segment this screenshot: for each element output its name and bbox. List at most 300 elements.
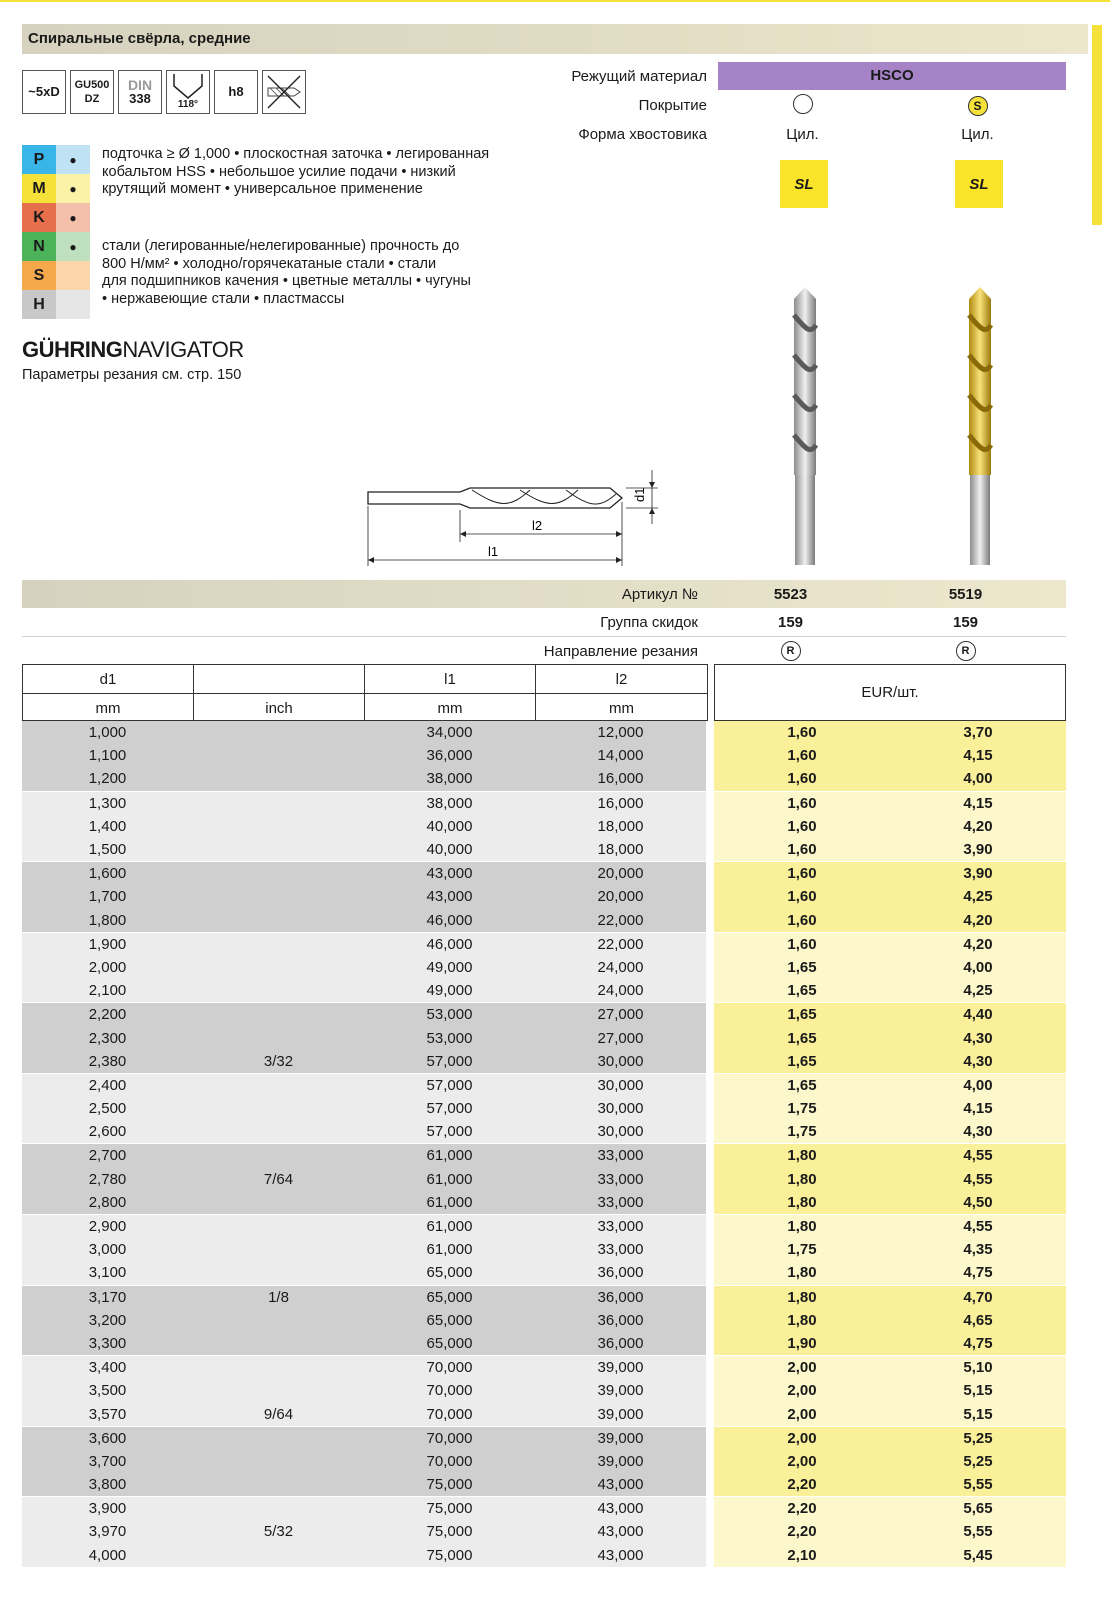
price-5523: 1,80	[714, 1215, 890, 1238]
cell-d1: 3,600	[88, 1429, 127, 1447]
cell-l1: 75,000	[426, 1523, 473, 1541]
column-gap	[706, 1026, 714, 1049]
cell-l2: 43,000	[597, 1523, 644, 1541]
column-gap	[706, 862, 714, 885]
price-5519: 5,15	[890, 1402, 1066, 1425]
table-row[interactable]	[22, 1332, 1066, 1355]
column-gap	[706, 815, 714, 838]
d1-label: d1	[632, 487, 647, 502]
cell-l2: 39,000	[597, 1429, 644, 1447]
l2-label: l2	[532, 518, 543, 533]
cell-l1: 70,000	[426, 1382, 473, 1400]
price-5523: 1,65	[714, 1074, 890, 1097]
price-5523: 2,20	[714, 1497, 890, 1520]
col-inch-top	[194, 665, 365, 693]
right-hand-cut-icon: R	[781, 641, 801, 661]
cell-l2: 30,000	[597, 1076, 644, 1094]
price-5523: 1,60	[714, 721, 890, 744]
material-row-s	[22, 261, 90, 290]
cell-l2: 12,000	[597, 724, 644, 742]
uncoated-drill-image	[790, 285, 820, 570]
column-gap	[706, 1402, 714, 1425]
table-row[interactable]	[22, 1026, 1066, 1049]
price-5519: 4,75	[890, 1261, 1066, 1284]
cell-d1: 3,400	[88, 1359, 127, 1377]
cell-l2: 39,000	[597, 1382, 644, 1400]
col-inch-unit: inch	[194, 694, 365, 722]
price-5519: 4,50	[890, 1191, 1066, 1214]
page-title: Спиральные свёрла, средние	[22, 24, 1088, 54]
table-row[interactable]	[22, 1168, 1066, 1191]
price-5523: 1,60	[714, 933, 890, 956]
cell-d1: 2,900	[88, 1218, 127, 1236]
table-row[interactable]	[22, 1427, 1066, 1450]
cell-d1: 2,780	[88, 1170, 127, 1188]
table-row[interactable]	[22, 767, 1066, 790]
table-row[interactable]	[22, 1497, 1066, 1520]
cell-d1: 1,700	[88, 888, 127, 906]
table-row[interactable]	[22, 956, 1066, 979]
cell-d1: 3,000	[88, 1241, 127, 1259]
cell-l1: 70,000	[426, 1452, 473, 1470]
price-5523: 1,80	[714, 1144, 890, 1167]
cell-d1: 3,970	[88, 1523, 127, 1541]
cell-l2: 33,000	[597, 1193, 644, 1211]
article-row	[22, 580, 1066, 608]
cell-d1: 1,300	[88, 794, 127, 812]
cell-d1: 3,800	[88, 1476, 127, 1494]
table-row[interactable]	[22, 1450, 1066, 1473]
cell-l2: 30,000	[597, 1100, 644, 1118]
material-suitability	[22, 145, 90, 319]
cell-l1: 57,000	[426, 1052, 473, 1070]
price-5523: 1,65	[714, 1003, 890, 1026]
material-row-h	[22, 290, 90, 319]
price-5523: 2,00	[714, 1450, 890, 1473]
price-5523: 1,60	[714, 885, 890, 908]
column-gap	[706, 933, 714, 956]
cell-l2: 18,000	[597, 817, 644, 835]
cell-l1: 57,000	[426, 1076, 473, 1094]
price-5519: 5,65	[890, 1497, 1066, 1520]
cell-l1: 75,000	[426, 1546, 473, 1564]
cell-d1: 3,300	[88, 1334, 127, 1352]
cell-l1: 65,000	[426, 1334, 473, 1352]
cell-d1: 1,800	[88, 911, 127, 929]
table-row[interactable]	[22, 933, 1066, 956]
table-row[interactable]	[22, 838, 1066, 861]
price-5519: 4,20	[890, 933, 1066, 956]
cell-l1: 43,000	[426, 888, 473, 906]
row-group	[22, 721, 1066, 791]
column-gap	[706, 744, 714, 767]
col-l2-unit: mm	[609, 699, 634, 717]
cell-l1: 61,000	[426, 1241, 473, 1259]
cell-l2: 33,000	[597, 1147, 644, 1165]
row-group	[22, 792, 1066, 862]
cell-inch: 1/8	[268, 1288, 289, 1306]
point-angle-icon: 118°	[166, 70, 210, 114]
table-row[interactable]	[22, 721, 1066, 744]
table-row[interactable]	[22, 1191, 1066, 1214]
price-5523: 1,80	[714, 1261, 890, 1284]
price-5519: 4,55	[890, 1168, 1066, 1191]
cell-d1: 1,000	[88, 724, 127, 742]
column-gap	[706, 1003, 714, 1026]
price-5523: 1,75	[714, 1120, 890, 1143]
discount-label: Группа скидок	[600, 613, 698, 631]
price-table	[22, 721, 1066, 1568]
table-row[interactable]	[22, 1473, 1066, 1496]
row-group	[22, 1215, 1066, 1285]
side-tab	[1092, 25, 1102, 225]
shank-value-2: Цил.	[961, 126, 994, 143]
cell-l1: 65,000	[426, 1311, 473, 1329]
gu500-dz-icon: GU500 DZ	[70, 70, 114, 114]
price-5523: 1,80	[714, 1191, 890, 1214]
price-5523: 2,10	[714, 1544, 890, 1567]
tolerance-h8-icon: h8	[214, 70, 258, 114]
material-letter: S	[22, 261, 56, 290]
cell-l1: 61,000	[426, 1147, 473, 1165]
cell-d1: 2,700	[88, 1147, 127, 1165]
cell-l1: 57,000	[426, 1100, 473, 1118]
product-description: подточка ≥ Ø 1,000 • плоскостная заточка • легированная кобальтом HSS • небольшое усилие подачи • низкий крутящий момент • универсальное применение	[102, 146, 490, 197]
table-row[interactable]	[22, 1120, 1066, 1143]
cell-d1: 3,900	[88, 1500, 127, 1518]
cell-l2: 43,000	[597, 1500, 644, 1518]
table-row[interactable]	[22, 815, 1066, 838]
material-value: HSCO	[870, 67, 914, 84]
cell-d1: 2,800	[88, 1193, 127, 1211]
price-5523: 1,60	[714, 792, 890, 815]
tin-coated-drill-image	[965, 285, 995, 570]
col-d1: d1	[23, 665, 194, 693]
price-5519: 4,25	[890, 979, 1066, 1002]
cell-inch: 7/64	[263, 1170, 294, 1188]
cell-d1: 1,600	[88, 865, 127, 883]
material-label: Режущий материал	[571, 68, 707, 85]
price-5523: 1,65	[714, 956, 890, 979]
price-5523: 2,20	[714, 1520, 890, 1543]
material-row-m	[22, 174, 90, 203]
cell-d1: 3,170	[88, 1288, 127, 1306]
price-5523: 2,00	[714, 1427, 890, 1450]
table-row[interactable]	[22, 885, 1066, 908]
material-letter: P	[22, 145, 56, 174]
price-5519: 4,55	[890, 1215, 1066, 1238]
cell-d1: 3,100	[88, 1264, 127, 1282]
cell-inch: 9/64	[263, 1405, 294, 1423]
cell-l1: 38,000	[426, 770, 473, 788]
table-row[interactable]	[22, 792, 1066, 815]
din-338-icon: DIN 338	[118, 70, 162, 114]
article-5523[interactable]: 5523	[773, 585, 808, 603]
discount-row	[22, 608, 1066, 636]
table-row[interactable]	[22, 1097, 1066, 1120]
cell-d1: 2,200	[88, 1006, 127, 1024]
material-row	[540, 62, 1088, 91]
cell-d1: 3,570	[88, 1405, 127, 1423]
table-row[interactable]	[22, 1144, 1066, 1167]
price-5519: 4,20	[890, 815, 1066, 838]
column-gap	[706, 767, 714, 790]
column-gap	[706, 792, 714, 815]
cell-d1: 1,400	[88, 817, 127, 835]
cell-l2: 36,000	[597, 1264, 644, 1282]
cell-d1: 2,100	[88, 982, 127, 1000]
price-5523: 2,00	[714, 1379, 890, 1402]
material-dot: ●	[56, 203, 90, 232]
table-row[interactable]	[22, 1261, 1066, 1284]
cell-l1: 38,000	[426, 794, 473, 812]
column-gap	[706, 909, 714, 932]
material-dot: ●	[56, 174, 90, 203]
uncoated-icon	[793, 94, 813, 114]
row-group	[22, 1286, 1066, 1356]
drill-dimension-drawing	[360, 462, 670, 572]
cell-l2: 30,000	[597, 1123, 644, 1141]
cell-l1: 61,000	[426, 1218, 473, 1236]
price-5519: 5,55	[890, 1473, 1066, 1496]
price-5519: 4,15	[890, 744, 1066, 767]
cell-l2: 18,000	[597, 841, 644, 859]
price-5519: 4,35	[890, 1238, 1066, 1261]
cell-l1: 34,000	[426, 724, 473, 742]
price-5523: 1,65	[714, 979, 890, 1002]
column-gap	[706, 1309, 714, 1332]
row-group	[22, 1074, 1066, 1144]
price-5523: 1,80	[714, 1168, 890, 1191]
cell-d1: 3,500	[88, 1382, 127, 1400]
cell-l2: 16,000	[597, 770, 644, 788]
material-dot: ●	[56, 232, 90, 261]
application-description: стали (легированные/нелегированные) прочность до 800 Н/мм² • холодно/горячекатаные стали • стали для подшипников качения • цветные металлы • чугуны • нержавеющие стали • пластмассы	[102, 238, 471, 307]
table-row[interactable]	[22, 1544, 1066, 1567]
top-accent-line	[0, 0, 1110, 2]
table-row[interactable]	[22, 1286, 1066, 1309]
cell-d1: 2,380	[88, 1052, 127, 1070]
price-5519: 4,75	[890, 1332, 1066, 1355]
direction-label: Направление резания	[543, 642, 698, 660]
table-row[interactable]	[22, 1238, 1066, 1261]
price-5519: 4,65	[890, 1309, 1066, 1332]
price-5519: 4,15	[890, 792, 1066, 815]
cell-l2: 39,000	[597, 1452, 644, 1470]
table-row[interactable]	[22, 1356, 1066, 1379]
cell-l2: 43,000	[597, 1476, 644, 1494]
material-dot: ●	[56, 145, 90, 174]
price-5519: 4,30	[890, 1026, 1066, 1049]
cell-l1: 40,000	[426, 817, 473, 835]
column-gap	[706, 1120, 714, 1143]
cell-d1: 3,200	[88, 1311, 127, 1329]
cell-d1: 2,500	[88, 1100, 127, 1118]
cell-l2: 22,000	[597, 911, 644, 929]
row-group	[22, 1003, 1066, 1073]
sl-shank-icon: SL	[780, 160, 828, 208]
price-5523: 1,80	[714, 1286, 890, 1309]
column-gap	[706, 721, 714, 744]
column-gap	[706, 838, 714, 861]
price-5519: 4,30	[890, 1050, 1066, 1073]
column-gap	[706, 1473, 714, 1496]
cell-l1: 43,000	[426, 865, 473, 883]
table-row[interactable]	[22, 744, 1066, 767]
cell-l1: 61,000	[426, 1193, 473, 1211]
row-group	[22, 862, 1066, 932]
price-5523: 1,60	[714, 767, 890, 790]
cell-l2: 27,000	[597, 1029, 644, 1047]
column-gap	[706, 1356, 714, 1379]
row-group	[22, 1356, 1066, 1426]
column-gap	[706, 885, 714, 908]
price-5523: 1,60	[714, 744, 890, 767]
price-5519: 4,00	[890, 767, 1066, 790]
cell-d1: 2,000	[88, 958, 127, 976]
no-coolant-icon	[262, 70, 306, 114]
price-5523: 2,00	[714, 1402, 890, 1425]
params-block	[540, 62, 1088, 149]
column-gap	[706, 979, 714, 1002]
price-5523: 1,90	[714, 1332, 890, 1355]
material-letter: N	[22, 232, 56, 261]
column-gap	[706, 1379, 714, 1402]
row-group	[22, 1497, 1066, 1567]
cell-l2: 22,000	[597, 935, 644, 953]
column-gap	[706, 1332, 714, 1355]
price-5519: 5,10	[890, 1356, 1066, 1379]
table-row[interactable]	[22, 1379, 1066, 1402]
column-gap	[706, 1097, 714, 1120]
cell-d1: 4,000	[88, 1546, 127, 1564]
table-row[interactable]	[22, 1520, 1066, 1543]
price-5523: 1,60	[714, 815, 890, 838]
cell-l2: 16,000	[597, 794, 644, 812]
price-5519: 4,70	[890, 1286, 1066, 1309]
column-gap	[706, 956, 714, 979]
cell-l2: 14,000	[597, 747, 644, 765]
material-row-k	[22, 203, 90, 232]
table-row[interactable]	[22, 1050, 1066, 1073]
guehring-navigator-logo: GÜHRINGNAVIGATOR	[22, 337, 244, 362]
shank-value-1: Цил.	[786, 126, 819, 143]
tin-coating-icon: S	[968, 96, 988, 116]
table-row[interactable]	[22, 1003, 1066, 1026]
table-row[interactable]	[22, 862, 1066, 885]
material-dot	[56, 261, 90, 290]
col-l1: l1	[365, 665, 536, 693]
direction-row	[22, 637, 1066, 665]
cell-d1: 1,500	[88, 841, 127, 859]
material-letter: K	[22, 203, 56, 232]
price-5523: 1,65	[714, 1026, 890, 1049]
cell-l2: 24,000	[597, 982, 644, 1000]
column-gap	[706, 1215, 714, 1238]
price-5519: 5,25	[890, 1427, 1066, 1450]
cell-l1: 46,000	[426, 911, 473, 929]
cell-l1: 49,000	[426, 958, 473, 976]
cell-l2: 39,000	[597, 1405, 644, 1423]
cell-l1: 36,000	[426, 747, 473, 765]
material-row-n	[22, 232, 90, 261]
price-5519: 5,45	[890, 1544, 1066, 1567]
column-gap	[706, 1074, 714, 1097]
column-gap	[706, 1286, 714, 1309]
cell-l1: 65,000	[426, 1288, 473, 1306]
column-gap	[706, 1261, 714, 1284]
material-row-p	[22, 145, 90, 174]
price-5519: 4,30	[890, 1120, 1066, 1143]
cell-l2: 33,000	[597, 1241, 644, 1259]
cell-l2: 36,000	[597, 1334, 644, 1352]
price-5519: 3,70	[890, 721, 1066, 744]
article-5519[interactable]: 5519	[948, 585, 983, 603]
cell-l1: 57,000	[426, 1123, 473, 1141]
coating-label: Покрытие	[638, 97, 707, 114]
cell-l2: 39,000	[597, 1359, 644, 1377]
cutting-params-note: Параметры резания см. стр. 150	[22, 367, 242, 383]
coating-row	[540, 91, 1088, 120]
cell-d1: 1,100	[88, 747, 127, 765]
price-5519: 4,55	[890, 1144, 1066, 1167]
price-5523: 1,60	[714, 909, 890, 932]
column-gap	[706, 1544, 714, 1567]
column-gap	[706, 1238, 714, 1261]
col-l2: l2	[615, 670, 628, 688]
table-row[interactable]	[22, 979, 1066, 1002]
cell-d1: 2,600	[88, 1123, 127, 1141]
cell-l2: 33,000	[597, 1218, 644, 1236]
column-gap	[706, 1168, 714, 1191]
table-row[interactable]	[22, 1215, 1066, 1238]
price-5519: 4,40	[890, 1003, 1066, 1026]
col-d1-unit: mm	[23, 694, 194, 722]
cell-l2: 43,000	[597, 1546, 644, 1564]
cell-l1: 61,000	[426, 1170, 473, 1188]
table-row[interactable]	[22, 1074, 1066, 1097]
price-5523: 2,20	[714, 1473, 890, 1496]
cell-l2: 36,000	[597, 1288, 644, 1306]
shank-row	[540, 120, 1088, 149]
material-letter: H	[22, 290, 56, 319]
column-gap	[706, 1050, 714, 1073]
cell-l2: 20,000	[597, 865, 644, 883]
price-5519: 4,00	[890, 956, 1066, 979]
length-5xd-icon: ~5xD	[22, 70, 66, 114]
table-row[interactable]	[22, 1309, 1066, 1332]
table-row[interactable]	[22, 909, 1066, 932]
price-5519: 5,25	[890, 1450, 1066, 1473]
column-gap	[706, 1520, 714, 1543]
discount-value-2: 159	[952, 613, 979, 631]
dimension-column-headers	[22, 664, 708, 721]
column-gap	[706, 1191, 714, 1214]
cell-l2: 30,000	[597, 1052, 644, 1070]
row-group	[22, 933, 1066, 1003]
shank-label: Форма хвостовика	[578, 126, 707, 143]
row-group	[22, 1427, 1066, 1497]
cell-l1: 53,000	[426, 1029, 473, 1047]
cell-d1: 3,700	[88, 1452, 127, 1470]
table-row[interactable]	[22, 1402, 1066, 1425]
cell-l1: 75,000	[426, 1476, 473, 1494]
l1-label: l1	[488, 544, 499, 559]
cell-inch: 3/32	[263, 1052, 294, 1070]
price-5519: 5,55	[890, 1520, 1066, 1543]
right-hand-cut-icon: R	[956, 641, 976, 661]
cell-l1: 40,000	[426, 841, 473, 859]
